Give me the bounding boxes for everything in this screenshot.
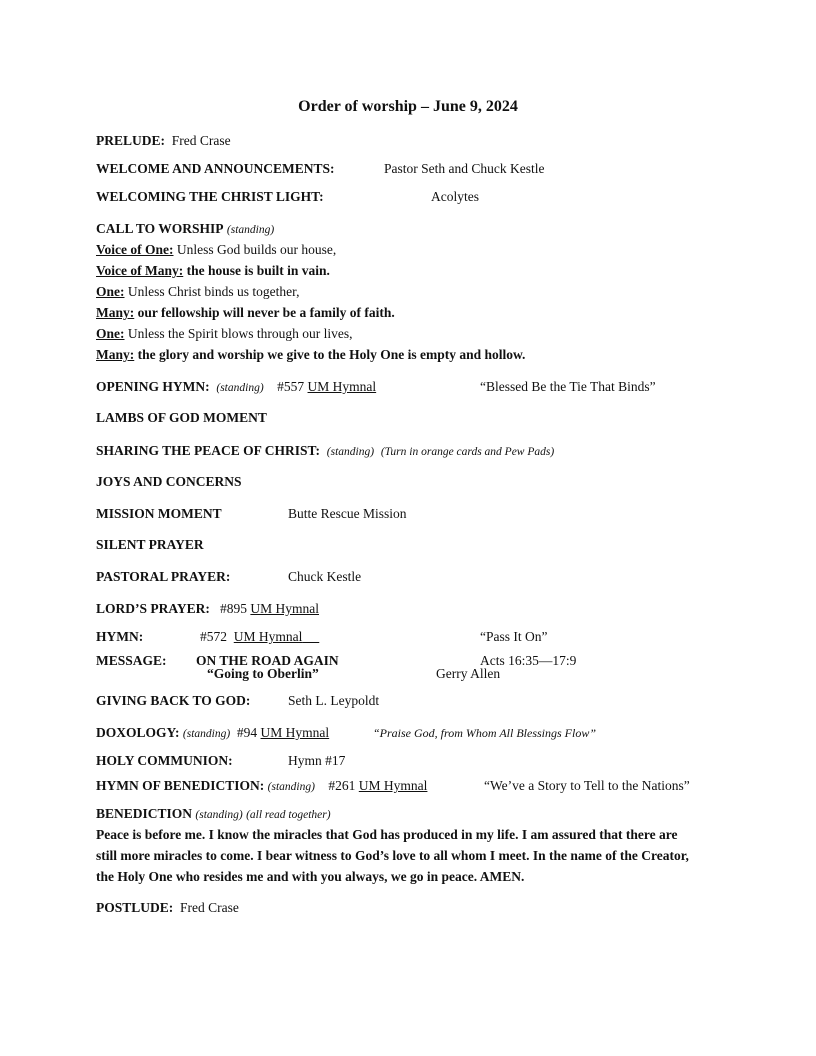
opening-hymn-row <box>96 378 376 397</box>
benediction-hymn-number: #261 <box>328 778 356 793</box>
doxology-title: “Praise God, from Whom All Blessings Flow” <box>373 726 597 740</box>
message-subtitle: “Going to Oberlin” <box>207 666 319 681</box>
peace-note-standing: (standing) <box>326 446 375 458</box>
call-speaker: One: <box>96 326 125 341</box>
pastoral-prayer-label: PASTORAL PRAYER: <box>96 569 231 584</box>
call-line <box>96 304 395 322</box>
call-speaker: Voice of One: <box>96 242 174 257</box>
call-line <box>96 346 525 364</box>
call-text: the glory and worship we give to the Holy One is empty and hollow. <box>137 347 526 362</box>
benediction-hymn-note: (standing) <box>267 781 315 793</box>
message-scripture: Acts 16:35—17:9 <box>480 653 577 668</box>
message-title: ON THE ROAD AGAIN <box>196 653 339 668</box>
pastoral-prayer-value: Chuck Kestle <box>288 569 362 584</box>
hymn-label: HYMN: <box>96 629 144 644</box>
benediction-hymn-row <box>96 777 427 796</box>
lords-prayer-row <box>96 600 319 618</box>
doxology-number: #94 <box>236 725 258 740</box>
call-speaker: Many: <box>96 347 135 362</box>
welcome-value: Pastor Seth and Chuck Kestle <box>384 161 545 176</box>
call-speaker: One: <box>96 284 125 299</box>
postlude-value: Fred Crase <box>180 900 239 915</box>
mission-label: MISSION MOMENT <box>96 506 222 521</box>
postlude-label: POSTLUDE: <box>96 900 174 915</box>
opening-hymn-title: “Blessed Be the Tie That Binds” <box>480 379 656 394</box>
benediction-note-together: (all read together) <box>246 809 331 821</box>
call-label: CALL TO WORSHIP <box>96 221 224 236</box>
message-speaker: Gerry Allen <box>436 666 501 681</box>
benediction-hymn-title: “We’ve a Story to Tell to the Nations” <box>484 778 690 793</box>
postlude-row <box>96 899 239 917</box>
call-line <box>96 262 330 280</box>
giving-label: GIVING BACK TO GOD: <box>96 693 251 708</box>
opening-hymn-number: #557 <box>277 379 305 394</box>
call-note: (standing) <box>226 224 275 236</box>
opening-hymn-note: (standing) <box>216 382 264 394</box>
silent-prayer-label: SILENT PRAYER <box>96 537 204 552</box>
page-title: Order of worship – June 9, 2024 <box>298 98 518 115</box>
communion-label: HOLY COMMUNION: <box>96 753 233 768</box>
hymn-title: “Pass It On” <box>480 629 548 644</box>
lambs-label: LAMBS OF GOD MOMENT <box>96 410 267 425</box>
benediction-line: Peace is before me. I know the miracles that God has produced in my life. I am assured that there are <box>96 827 678 842</box>
communion-value: Hymn #17 <box>288 753 346 768</box>
opening-hymn-book: UM Hymnal <box>307 379 377 394</box>
call-line <box>96 325 353 343</box>
peace-row <box>96 442 554 461</box>
benediction-hymn-book: UM Hymnal <box>358 778 428 793</box>
lords-prayer-label: LORD’S PRAYER: <box>96 601 210 616</box>
hymn-number: #572 <box>200 629 227 644</box>
hymn-book: UM Hymnal <box>233 629 303 644</box>
benediction-line: still more miracles to come. I bear witness to God’s love to all whom I meet. In the name of the Creator, <box>96 848 689 863</box>
christ-light-value: Acolytes <box>431 189 479 204</box>
call-line <box>96 241 336 259</box>
benediction-line: the Holy One who resides me and with you always, we go in peace. AMEN. <box>96 869 525 884</box>
prelude-value: Fred Crase <box>171 133 231 148</box>
message-label: MESSAGE: <box>96 653 167 668</box>
call-speaker: Many: <box>96 305 135 320</box>
call-line <box>96 283 299 301</box>
call-text: Unless Christ binds us together, <box>127 284 300 299</box>
opening-hymn-label: OPENING HYMN: <box>96 379 210 394</box>
mission-value: Butte Rescue Mission <box>288 506 407 521</box>
lords-prayer-book: UM Hymnal <box>250 601 320 616</box>
benediction-heading <box>96 805 331 824</box>
doxology-book: UM Hymnal <box>260 725 330 740</box>
call-to-worship-heading <box>96 220 274 239</box>
call-text: our fellowship will never be a family of faith. <box>137 305 395 320</box>
hymn-ref <box>200 628 319 646</box>
giving-value: Seth L. Leypoldt <box>288 693 380 708</box>
call-text: the house is built in vain. <box>186 263 330 278</box>
welcome-label: WELCOME AND ANNOUNCEMENTS: <box>96 161 335 176</box>
doxology-row <box>96 724 329 743</box>
joys-label: JOYS AND CONCERNS <box>96 474 242 489</box>
call-text: Unless the Spirit blows through our lives, <box>127 326 353 341</box>
benediction-note-standing: (standing) <box>195 809 243 821</box>
call-speaker: Voice of Many: <box>96 263 184 278</box>
benediction-hymn-label: HYMN OF BENEDICTION: <box>96 778 265 793</box>
peace-note-cards: (Turn in orange cards and Pew Pads) <box>380 446 555 458</box>
benediction-label: BENEDICTION <box>96 806 193 821</box>
doxology-label: DOXOLOGY: <box>96 725 180 740</box>
prelude-label: PRELUDE: <box>96 133 166 148</box>
prelude-row <box>96 132 231 150</box>
doxology-note: (standing) <box>182 728 231 740</box>
lords-prayer-number: #895 <box>220 601 248 616</box>
call-text: Unless God builds our house, <box>176 242 337 257</box>
benediction-text <box>96 824 736 887</box>
peace-label: SHARING THE PEACE OF CHRIST: <box>96 443 321 458</box>
christ-light-label: WELCOMING THE CHRIST LIGHT: <box>96 189 324 204</box>
